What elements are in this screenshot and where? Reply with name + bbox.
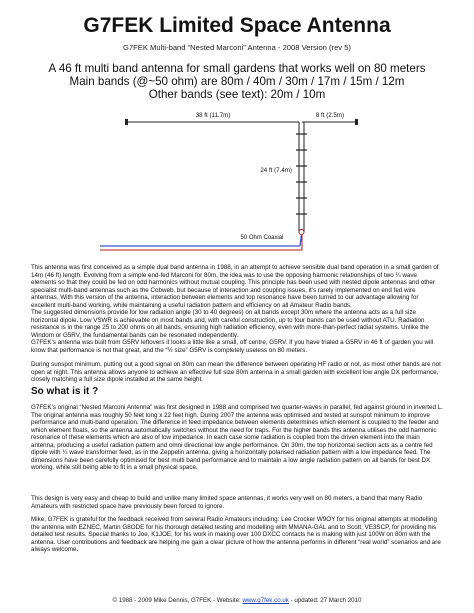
headline-line-3: Other bands (see text): 20m / 10m <box>148 88 326 101</box>
footer-suffix: - updated: 27 March 2010 <box>288 597 362 604</box>
design-paragraph: This design is very easy and cheap to build and unlike many limited space antennas, it works very well on 80 meters, a band that many Radio Amateurs with restricted space have previously been forced to ignore. <box>31 495 423 510</box>
dimensions-paragraph: The suggested dimensions provide for low radiation angle (30 to 40 degrees) on all bands except 30m where the antenna acts as a full size horizontal dipole. Low VSWR is achievable on most bands and, with careful construction, up to four bands can be used without ATU. Radiation resistance is in the range 25 to 200 ohms on all bands, ensuring high radiation efficiency, even with more-than-perfect radial systems. Unlike the Windom or G5RV, the fundamental bands can be resonated independently. <box>31 309 429 339</box>
left-insulator <box>125 119 128 125</box>
antenna-diagram <box>0 104 474 256</box>
feed-point <box>299 230 304 235</box>
headline-line-2: Main bands (@~50 ohm) are 80m / 40m / 30m / 17m / 15m / 12m <box>69 75 405 88</box>
description-paragraph: G7FEK’s original “Nested Marconi Antenna” was first designed in 1988 and comprised two quarter-waves in parallel, fed against ground in inverted L. The original antenna was roughly 50 feet long x 22 feet high. During 2007 the antenna was optimised and tested at sunspot minimum to improve performance and multi-band operation. The difference in feed impedance between elements determines which element is coupled to the feeder and which element floats, so the antenna automatically switches without the need for traps. For the higher bands this antenna utilises the odd harmonic resonance of these elements which are also of low impedance. In each case some radiation is coupled from the driven element into the main antenna, producing a useful radiation pattern and omni directional low angle performance. On 30m, the top horizontal section acts as a centre fed dipole with ¼ wave transformer feed, as in the Zeppelin antenna, giving a horizontally polarised radiation pattern with a low impedance feed. The dimensions have been carefully optimised for best multi band performance and to maintain a low angle radiation pattern on all bands for best DX working, while still being able to fit in a small physical space. <box>31 404 443 472</box>
footer-prefix: © 1988 - 2009 Mike Dennis, G7FEK - Website: <box>112 597 243 604</box>
sunspot-paragraph: During sunspot minimum, putting out a good signal on 80m can mean the difference between operating HF radio or not, as most other bands are not open at night. This antenna allows anyone to achieve an effective full size 80m antenna in a small garden with excellent low angle DX performance, closely matching a full size dipole installed at the same height. <box>31 361 441 384</box>
right-insulator <box>355 119 358 125</box>
top-wire-label: 38 ft (11.7m) <box>195 112 231 119</box>
coax-label: 50 Ohm Coaxial <box>240 235 284 241</box>
footer <box>0 597 474 604</box>
section-heading: So what is it ? <box>31 386 99 397</box>
document-title: G7FEK Limited Space Antenna <box>83 14 391 37</box>
coax-riser <box>300 234 302 246</box>
vertical-wire-label: 24 ft (7.4m) <box>260 167 292 174</box>
intro-paragraph: This antenna was first conceived as a simple dual band antenna in 1988, in an attempt to achieve sensible dual band operation in a small garden of 14m (46 ft) length. Evolving from a simple end-fed Marconi for 80m, the idea was to use the opposing harmonic relationships of two ¼ wave elements so that they could be fed on odd harmonics without mutual coupling. This principle has been used with nested dipole antennas and other specialist multi-band antennas such as the Cobweb, but because of interaction and coupling issues, it’s rarely implemented on end fed wire antennas. With this version of the antenna, interaction between elements and top resonance have been turned to our advantage allowing for excellent multi-band working, while maintaining a useful radiation pattern and efficiency on all Amateur Radio bands. <box>31 264 439 309</box>
g5rv-paragraph: G7FEK’s antenna was built from G5RV leftovers it looks a little like a small, off centre, G5RV. If you have trialed a G5RV in 46 ft of garden you will know that performance is not that great, and the “½ size” G5RV is completely useless on 80 meters. <box>31 339 434 354</box>
spreaders <box>296 134 307 214</box>
short-wire-label: 8 ft (2.5m) <box>315 112 345 119</box>
website-link[interactable]: www.g7fek.co.uk <box>242 597 289 604</box>
document-subtitle: G7FEK Multi-band “Nested Marconi” Antenna - 2008 Version (rev 5) <box>123 43 351 52</box>
headline-line-1: A 46 ft multi band antenna for small gardens that works well on 80 meters <box>48 62 426 75</box>
acknowledgements-paragraph: Mike, G7FEK is grateful for the feedback received from several Radio Amateurs including: Lee Crocker W9OY for his original attempts at modelling the antenna with EZNEC, Martin G8ODE for his thorough detailed testing and modelling with MMANA-GAL and to Scott, VE3SCP, for providing his detailed test results. Special thanks to Joe, K1JOE, for his work in making over 100 DXCC contacts he is making with just 100W on 80m with the antenna. User contributions and feedback are helping me gain a clear picture of how the antenna performs in different “real world” scenarios and are always welcome. <box>31 516 441 554</box>
